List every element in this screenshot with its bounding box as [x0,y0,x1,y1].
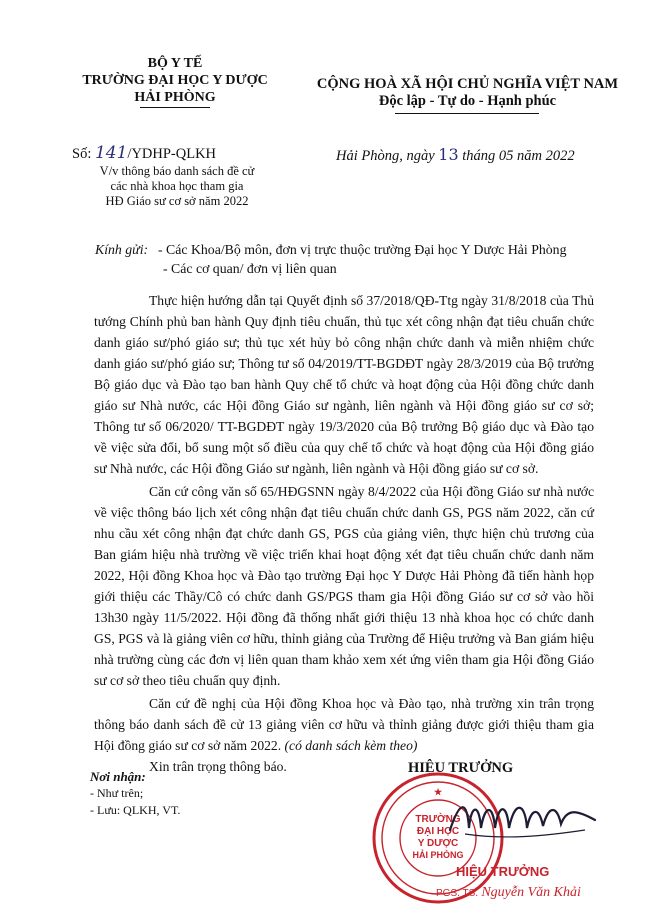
seal-text-4: HẢI PHÒNG [412,850,464,860]
recipients-block [95,240,148,259]
document-date [336,145,575,165]
handwritten-day: 13 [438,145,459,164]
document-number [72,143,216,163]
handwritten-number: 141 [94,143,128,163]
attachment-note: (có danh sách kèm theo) [284,738,418,753]
body-paragraph-3-main: Căn cứ đề nghị của Hội đồng Khoa học và Đào tạo, nhà trường xin trân trọng thông báo danh sách đề cử 13 giảng viên cơ hữu và thỉnh giảng được giới thiệu tham gia Hội đồng giáo sư cơ sở năm 2022. [94,696,594,753]
stamp-title: HIỆU TRƯỞNG [456,864,550,879]
header-left [60,55,290,106]
subject-block [52,164,302,209]
stamp-name [436,884,581,901]
motto-underline [395,113,539,114]
date-suffix: tháng 05 năm 2022 [462,148,575,164]
seal-text-2: ĐẠI HỌC [416,826,460,837]
body-paragraph-1: Thực hiện hướng dẫn tại Quyết định số 37/2018/QĐ-Ttg ngày 31/8/2018 của Thủ tướng Chính phủ ban hành Quy định tiêu chuẩn, thủ tục xét công nhận đạt tiêu chuẩn chức danh giáo sư/phó giáo sư; thủ tục xét hủy bỏ công nhận chức danh và miễn nhiệm chức danh giáo sư/phó giáo sư; Thông tư số 04/2019/TT-BGDĐT ngày 28/3/2019 của Bộ trưởng Bộ giáo dục và Đào tạo ban hành Quy chế tổ chức và hoạt động của Hội đồng chức danh giáo sư Nhà nước, các Hội đồng Giáo sư ngành, liên ngành và Hội đồng giáo sư cơ sở; Thông tư số 06/2020/ TT-BGDĐT ngày 19/3/2020 của Bộ trưởng Bộ giáo dục và Đào tạo về việc sửa đổi, bổ sung một số điều của quy chế tổ chức và hoạt động của Hội đồng giáo sư Nhà nước, các Hội đồng Giáo sư ngành, liên ngành và Hội đồng giáo sư cơ sở. [94,293,594,476]
signature-title: HIỆU TRƯỞNG [408,760,514,776]
ministry-name: BỘ Y TẾ [147,56,203,71]
recipients-label: Kính gửi: [95,242,149,257]
subject-line1: V/v thông báo danh sách đề cử [99,164,255,178]
school-name-line2: HẢI PHÒNG [134,90,216,105]
recipient-line2: - Các cơ quan/ đơn vị liên quan [163,261,337,276]
handwritten-signature [445,790,605,845]
header-left-divider [140,107,210,108]
number-suffix: /YDHP-QLKH [127,146,217,162]
date-prefix: Hải Phòng, ngày [336,148,435,164]
number-label: Số: [72,146,92,162]
school-name-line1: TRƯỜNG ĐẠI HỌC Y DƯỢC [82,73,268,88]
footer-recipient-line1: - Như trên; [90,786,144,800]
body-paragraph-2: Căn cứ công văn số 65/HĐGSNN ngày 8/4/2022 của Hội đồng Giáo sư nhà nước về việc thông báo lịch xét công nhận đạt tiêu chuẩn chức danh GS, PGS năm 2022, căn cứ nhu cầu xét công nhận đạt chức danh GS, PGS của giảng viên, thực hiện chủ trương của Ban giám hiệu nhà trường về việc triển khai hoạt động xét đạt tiêu chuẩn chức danh năm 2022, Hội đồng Khoa học và Đào tạo trường Đại học Y Dược Hải Phòng đã tiến hành họp giới thiệu các Thầy/Cô có chức danh GS/PGS tham gia Hội đồng Giáo sư cơ sở vào hồi 13h30 ngày 11/5/2022. Hội đồng đã thống nhất giới thiệu 13 nhà khoa học có chức danh GS, PGS và là giảng viên cơ hữu, thỉnh giảng của Trường để Hiệu trưởng và Ban giám hiệu nhà trường cùng các đơn vị liên quan tham khảo xem xét ứng viên tham gia Hội đồng Giáo sư cơ sở theo tiêu chuẩn quy định. [94,484,594,688]
header-right [300,76,635,110]
seal-star: ★ [433,787,443,797]
seal-text-1: TRƯỜNG [415,814,461,825]
document-body [94,290,594,777]
subject-line3: HĐ Giáo sư cơ sở năm 2022 [105,194,249,208]
subject-line2: các nhà khoa học tham gia [110,179,244,193]
closing-line: Xin trân trọng thông báo. [149,759,287,774]
body-paragraph-3 [94,693,594,756]
seal-text-3: Y DƯỢC [417,838,459,849]
stamp-name-prefix: PGS. TS. [436,888,479,899]
country-name: CỘNG HOÀ XÃ HỘI CHỦ NGHĨA VIỆT NAM [316,76,619,92]
footer-recipients-title: Nơi nhận: [90,769,146,784]
footer-recipient-line2: - Lưu: QLKH, VT. [90,803,181,817]
footer-recipients [90,768,180,819]
recipient-line1: - Các Khoa/Bộ môn, đơn vị trực thuộc trường Đại học Y Dược Hải Phòng [158,242,567,257]
recipients-list [158,240,618,278]
national-motto: Độc lập - Tự do - Hạnh phúc [378,93,557,109]
stamp-name-text: Nguyễn Văn Khải [481,885,581,900]
